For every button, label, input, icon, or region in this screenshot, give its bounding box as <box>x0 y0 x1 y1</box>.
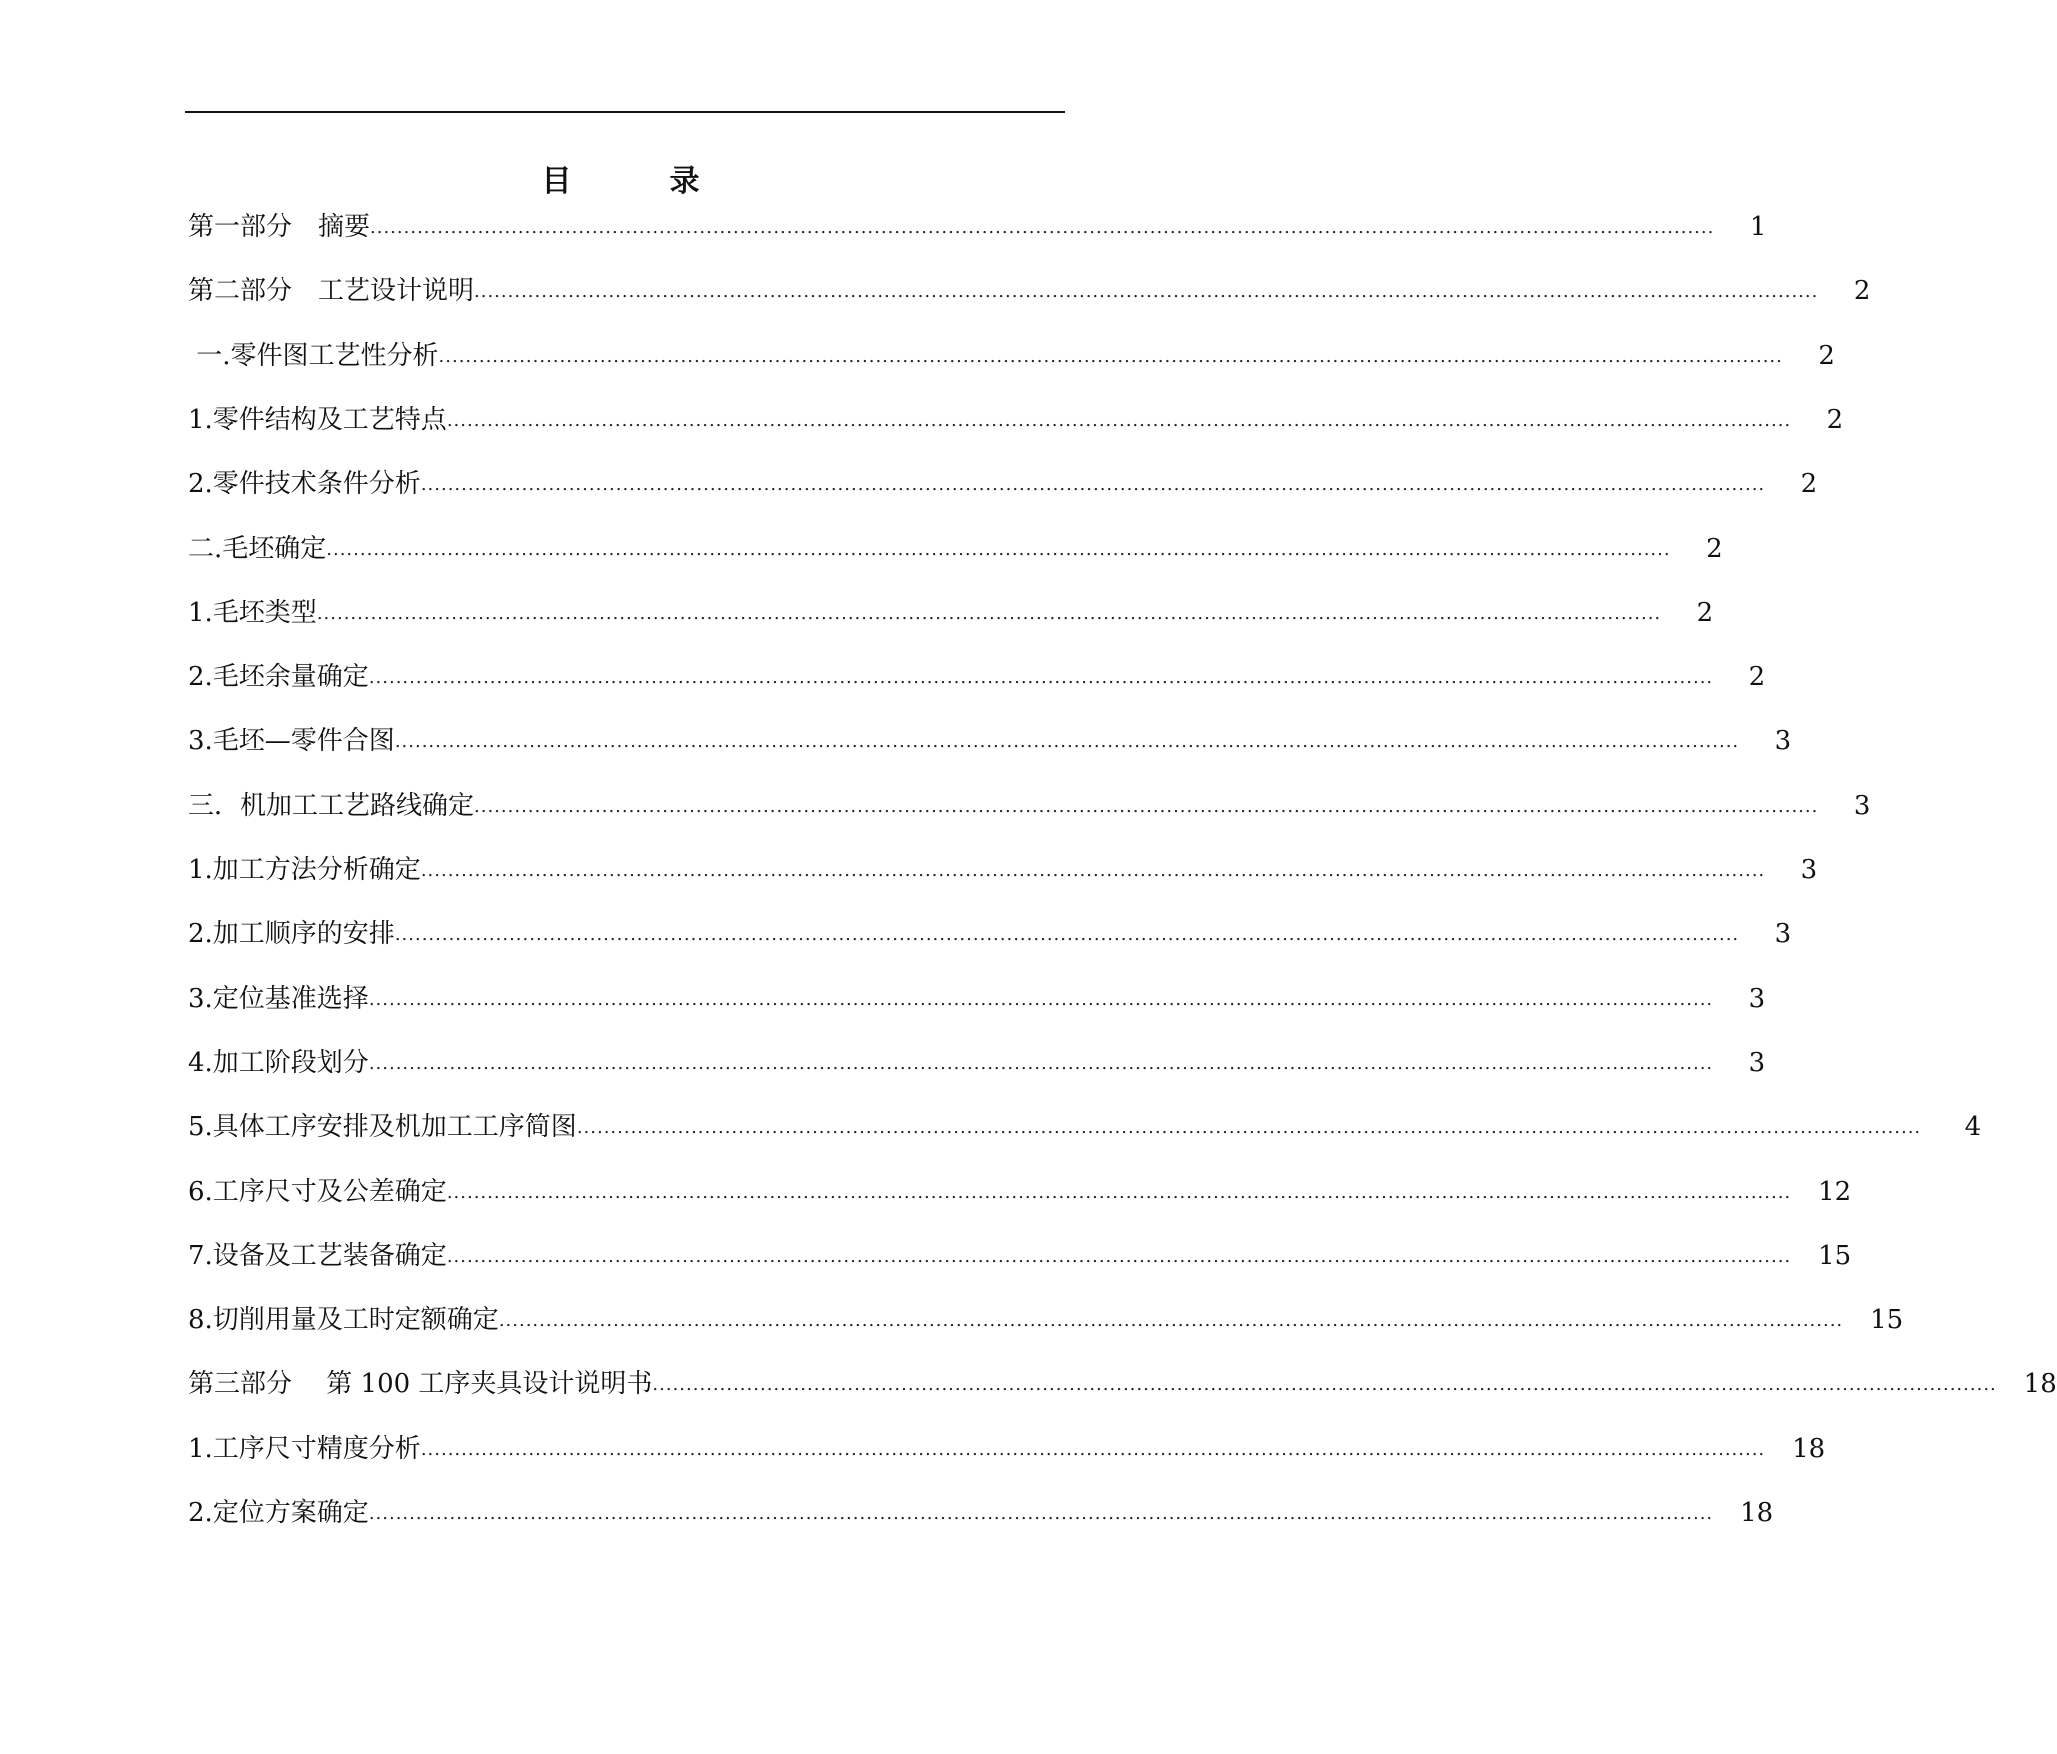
toc-leader-dots: ........................................................................................................................................................................................................ <box>420 474 1766 496</box>
toc-entry[interactable] <box>188 268 1871 308</box>
toc-entry-title: 3.毛坯—零件合图 <box>188 726 395 757</box>
toc-entry-page-number: 2 <box>1696 597 1714 628</box>
toc-entry[interactable] <box>188 1490 1774 1530</box>
toc-entry[interactable] <box>188 1104 1982 1144</box>
toc-entry-title: 1.毛坯类型 <box>188 597 317 628</box>
toc-entry[interactable] <box>188 333 1835 373</box>
toc-leader-dots: ........................................................................................................................................................................................................ <box>446 1245 1792 1267</box>
toc-leader-dots: ........................................................................................................................................................................................................ <box>446 1181 1792 1203</box>
toc-entry-title: 4.加工阶段划分 <box>188 1047 369 1078</box>
toc-entry[interactable] <box>188 718 1792 758</box>
toc-entry-page-number: 3 <box>1774 919 1792 950</box>
toc-leader-dots: ........................................................................................................................................................................................................ <box>652 1374 1997 1396</box>
toc-entry-page-number: 2 <box>1853 276 1871 307</box>
toc-entry-title: 8.切削用量及工时定额确定 <box>188 1305 499 1336</box>
toc-entry[interactable] <box>188 1040 1766 1080</box>
toc-entry[interactable] <box>188 397 1844 437</box>
toc-entry-title: 1.工序尺寸精度分析 <box>188 1433 421 1464</box>
toc-entry-page-number: 15 <box>1818 1240 1852 1271</box>
toc-entry-title: 三．机加工工艺路线确定 <box>188 790 475 821</box>
toc-entry-title: 第二部分 工艺设计说明 <box>188 276 475 307</box>
toc-entry-page-number: 12 <box>1818 1176 1852 1207</box>
toc-entry-title: 第一部分 摘要 <box>188 212 371 242</box>
toc-leader-dots: ........................................................................................................................................................................................................ <box>394 924 1740 946</box>
toc-leader-dots: ........................................................................................................................................................................................................ <box>474 795 1819 817</box>
toc-entry-page-number: 15 <box>1870 1305 1904 1336</box>
toc-leader-dots: ........................................................................................................................................................................................................ <box>394 731 1740 753</box>
toc-leader-dots: ........................................................................................................................................................................................................ <box>474 281 1819 303</box>
toc-entry-title: 2.加工顺序的安排 <box>188 919 395 950</box>
toc-entry-title: 1.加工方法分析确定 <box>188 855 421 885</box>
toc-leader-dots: ........................................................................................................................................................................................................ <box>368 667 1714 689</box>
toc-entry-page-number: 18 <box>1792 1433 1826 1464</box>
toc-leader-dots: ........................................................................................................................................................................................................ <box>368 1052 1714 1074</box>
toc-entry-title: 5.具体工序安排及机加工工序简图 <box>188 1112 577 1143</box>
toc-entry-title: 二.毛坯确定 <box>188 533 327 564</box>
toc-title: 目 录 <box>541 164 734 199</box>
toc-entry-page-number: 3 <box>1748 983 1766 1014</box>
toc-entry-title: 一.零件图工艺性分析 <box>188 340 439 371</box>
toc-entry-title: 1.零件结构及工艺特点 <box>188 404 447 435</box>
toc-entry[interactable] <box>188 1426 1826 1466</box>
toc-entry-page-number: 2 <box>1826 404 1844 435</box>
toc-leader-dots: ........................................................................................................................................................................................................ <box>370 217 1715 238</box>
toc-entry-title: 2.零件技术条件分析 <box>188 469 421 500</box>
toc-entry-page-number: 4 <box>1964 1112 1982 1143</box>
toc-leader-dots: ........................................................................................................................................................................................................ <box>498 1310 1844 1332</box>
toc-entry[interactable] <box>188 1233 1852 1273</box>
toc-entry-page-number: 3 <box>1774 726 1792 757</box>
toc-leader-dots: ........................................................................................................................................................................................................ <box>326 538 1671 560</box>
toc-entry-page-number: 2 <box>1800 469 1818 500</box>
toc-entry-title: 6.工序尺寸及公差确定 <box>188 1176 447 1207</box>
toc-entry[interactable] <box>188 1361 2057 1401</box>
toc-entry-page-number: 1 <box>1749 212 1767 242</box>
toc-entry-page-number: 2 <box>1818 340 1835 371</box>
toc-entry-page-number: 2 <box>1706 533 1723 564</box>
toc-entry-page-number: 3 <box>1800 855 1818 885</box>
toc-leader-dots: ........................................................................................................................................................................................................ <box>316 602 1662 624</box>
toc-entry-title: 2.毛坯余量确定 <box>188 662 369 693</box>
toc-entry[interactable] <box>188 654 1766 694</box>
toc-entry[interactable] <box>188 1297 1904 1337</box>
toc-entry[interactable] <box>188 526 1723 566</box>
toc-entry[interactable] <box>188 461 1818 501</box>
toc-entry[interactable] <box>188 911 1792 951</box>
toc-entry[interactable] <box>188 1169 1852 1209</box>
toc-entry-page-number: 2 <box>1748 662 1766 693</box>
toc-entry-title: 2.定位方案确定 <box>188 1498 369 1528</box>
toc-entry[interactable] <box>188 847 1818 887</box>
toc-leader-dots: ........................................................................................................................................................................................................ <box>368 988 1714 1010</box>
toc-entry-page-number: 18 <box>1740 1498 1774 1528</box>
toc-entry[interactable] <box>188 204 1767 244</box>
toc-leader-dots: ........................................................................................................................................................................................................ <box>420 860 1766 881</box>
toc-leader-dots: ........................................................................................................................................................................................................ <box>438 345 1783 367</box>
toc-entry-page-number: 18 <box>2023 1369 2057 1400</box>
toc-leader-dots: ........................................................................................................................................................................................................ <box>446 409 1792 431</box>
toc-entry[interactable] <box>188 590 1714 630</box>
toc-entry[interactable] <box>188 783 1871 823</box>
toc-entry-page-number: 3 <box>1748 1047 1766 1078</box>
toc-entry-title: 7.设备及工艺装备确定 <box>188 1240 447 1271</box>
toc-leader-dots: ........................................................................................................................................................................................................ <box>420 1438 1766 1460</box>
toc-leader-dots: ........................................................................................................................................................................................................ <box>576 1117 1922 1139</box>
toc-entry[interactable] <box>188 976 1766 1016</box>
toc-entry-title: 第三部分 第 100 工序夹具设计说明书 <box>188 1369 653 1400</box>
toc-entry-title: 3.定位基准选择 <box>188 983 369 1014</box>
toc-leader-dots: ........................................................................................................................................................................................................ <box>368 1503 1714 1524</box>
toc-entry-page-number: 3 <box>1853 790 1871 821</box>
